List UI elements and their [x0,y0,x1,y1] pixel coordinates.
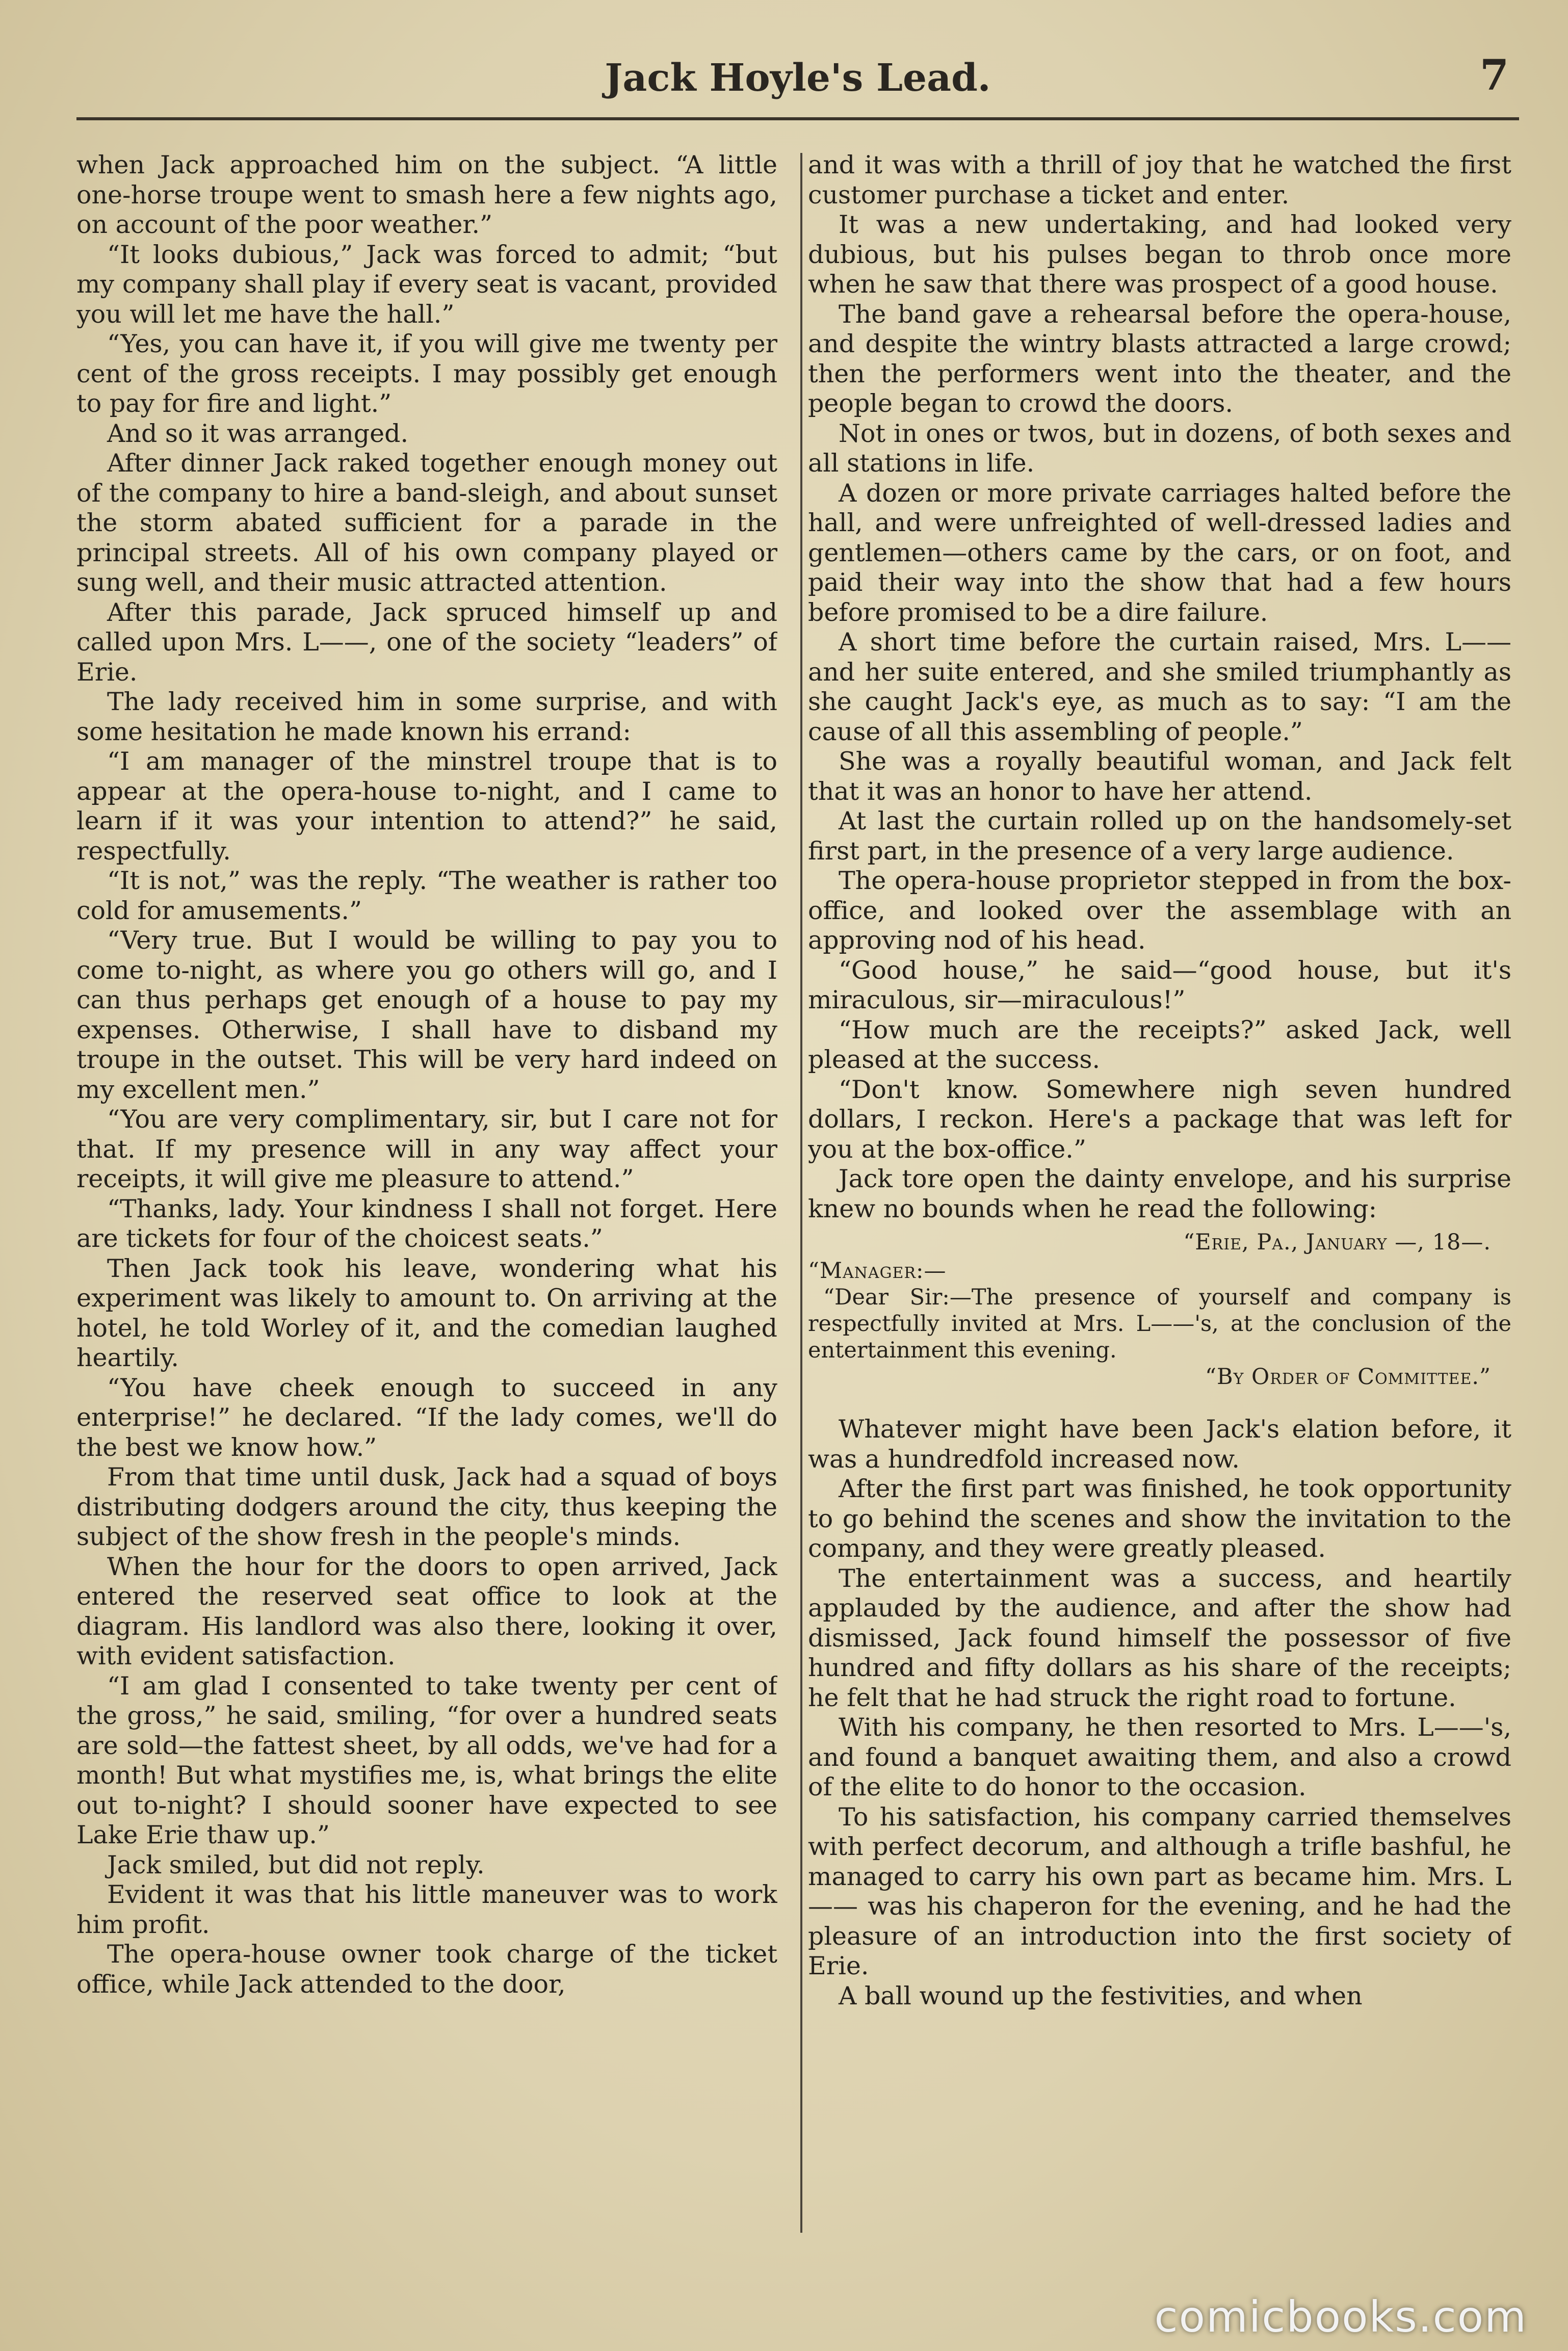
column-divider [800,153,802,2233]
paragraph: It was a new undertaking, and had looked very dubious, but his pulses began to throb once more when he saw that there was prospect of a good house. [808,210,1511,299]
paragraph: Evident it was that his little maneuver was to work him profit. [76,1880,777,1939]
paragraph: The opera-house proprietor stepped in from the box-office, and looked over the assemblage with an approving nod of his head. [808,866,1511,955]
paragraph: Jack smiled, but did not reply. [107,1850,485,1879]
site-watermark: comicbooks.com [1154,2292,1527,2342]
paragraph: A dozen or more private carriages halted before the hall, and were unfreighted of well-dressed ladies and gentlemen—others came by the cars, or on foot, and paid their way into the show that had a few hours before promised to be a dire failure. [808,478,1511,627]
paragraph: “Good house,” he said—“good house, but it's miraculous, sir—miraculous!” [808,955,1511,1014]
left-column [76,150,777,2251]
invitation-letter [808,1229,1511,1390]
paragraph: At last the curtain rolled up on the handsomely-set first part, in the presence of a very large audience. [808,806,1511,866]
paragraph: “I am manager of the minstrel troupe that is to appear at the opera-house to-night, and I came to learn if it was your intention to attend?” he said, respectfully. [76,747,777,866]
paragraph: Whatever might have been Jack's elation before, it was a hundredfold increased now. [808,1415,1511,1474]
paragraph: After this parade, Jack spruced himself up and called upon Mrs. L——, one of the society “leaders” of Erie. [76,597,777,687]
paragraph: “Don't know. Somewhere nigh seven hundred dollars, I reckon. Here's a package that was left for you at the box-office.” [808,1075,1511,1164]
page-number: 7 [1479,51,1509,100]
paragraph: “Yes, you can have it, if you will give me twenty per cent of the gross receipts. I may possibly get enough to pay for fire and light.” [76,329,777,418]
paragraph: “I am glad I consented to take twenty per cent of the gross,” he said, smiling, “for over a hundred seats are sold—the fattest sheet, by all odds, we've had for a month! But what mystifies me, is, what brings the elite out to-night? I should sooner have expected to see Lake Erie thaw up.” [76,1671,777,1849]
right-column [808,150,1511,2251]
letter-signature: “By Order of Committee.” [1205,1364,1491,1390]
paragraph: And so it was arranged. [107,419,409,448]
paragraph: “You have cheek enough to succeed in any enterprise!” he declared. “If the lady comes, we'll do the best we know how.” [76,1373,777,1462]
paragraph: “It is not,” was the reply. “The weather is rather too cold for amusements.” [76,866,777,925]
paragraph: The lady received him in some surprise, and with some hesitation he made known his errand: [76,687,777,746]
paragraph: when Jack approached him on the subject. “A little one-horse troupe went to smash here a few nights ago, on account of the poor weather.” [76,150,777,239]
paragraph: A ball wound up the festivities, and when [839,1981,1363,2010]
paragraph: Then Jack took his leave, wondering what his experiment was likely to amount to. On arriving at the hotel, he told Worley of it, and the comedian laughed heartily. [76,1253,777,1372]
paragraph: A short time before the curtain raised, Mrs. L—— and her suite entered, and she smiled triumphantly as she caught Jack's eye, as much as to say: “I am the cause of all this assembling of people.” [808,628,1511,746]
paragraph: The opera-house owner took charge of the ticket office, while Jack attended to the door, [76,1940,777,1999]
paragraph: With his company, he then resorted to Mrs. L——'s, and found a banquet awaiting them, and also a crowd of the elite to do honor to the occasion. [808,1713,1511,1801]
paragraph: After dinner Jack raked together enough money out of the company to hire a band-sleigh, and about sunset the storm abated sufficient for a parade in the principal streets. All of his own company played or sung well, and their music attracted attention. [76,449,777,597]
paragraph: “Very true. But I would be willing to pay you to come to-night, as where you go others will go, and I can thus perhaps get enough of a house to pay my expenses. Otherwise, I shall have to disband my troupe in the outset. This will be very hard indeed on my excellent men.” [76,926,777,1104]
page-header [76,36,1519,122]
running-title: Jack Hoyle's Lead. [605,56,991,100]
paragraph: When the hour for the doors to open arrived, Jack entered the reserved seat office to look at the diagram. His landlord was also there, looking it over, with evident satisfaction. [76,1552,777,1670]
paragraph: and it was with a thrill of joy that he watched the first customer purchase a ticket and enter. [808,150,1511,210]
paragraph: “Thanks, lady. Your kindness I shall not forget. Here are tickets for four of the choicest seats.” [76,1194,777,1253]
paragraph: The band gave a rehearsal before the opera-house, and despite the wintry blasts attracted a large crowd; then the performers went into the theater, and the people began to crowd the doors. [808,299,1511,418]
letter-body: “Dear Sir:—The presence of yourself and company is respectfully invited at Mrs. L——'s, at the conclusion of the entertainment this evening. [808,1285,1511,1363]
paragraph: “You are very complimentary, sir, but I care not for that. If my presence will in any way affect your receipts, it will give me pleasure to attend.” [76,1105,777,1193]
header-rule [76,117,1519,120]
paragraph: From that time until dusk, Jack had a squad of boys distributing dodgers around the city, thus keeping the subject of the show fresh in the people's minds. [76,1462,777,1551]
paragraph: Jack tore open the dainty envelope, and his surprise knew no bounds when he read the following: [808,1164,1511,1223]
paragraph: To his satisfaction, his company carried themselves with perfect decorum, and although a trifle bashful, he managed to carry his own part as became him. Mrs. L—— was his chaperon for the evening, and he had the pleasure of an introduction into the first society of Erie. [808,1802,1511,1980]
letter-dateline: “Erie, Pa., January —, 18—. [1183,1230,1491,1255]
paragraph: She was a royally beautiful woman, and Jack felt that it was an honor to have her attend. [808,747,1511,806]
paragraph: After the first part was finished, he took opportunity to go behind the scenes and show the invitation to the company, and they were greatly pleased. [808,1474,1511,1563]
letter-addressee: “Manager:— [808,1258,947,1284]
paragraph: “How much are the receipts?” asked Jack, well pleased at the success. [808,1015,1511,1074]
paragraph: Not in ones or twos, but in dozens, of both sexes and all stations in life. [808,419,1511,478]
paragraph: “It looks dubious,” Jack was forced to admit; “but my company shall play if every seat is vacant, provided you will let me have the hall.” [76,240,777,329]
paragraph: The entertainment was a success, and heartily applauded by the audience, and after the show had dismissed, Jack found himself the possessor of five hundred and fifty dollars as his share of the receipts; he felt that he had struck the right road to fortune. [808,1563,1511,1712]
